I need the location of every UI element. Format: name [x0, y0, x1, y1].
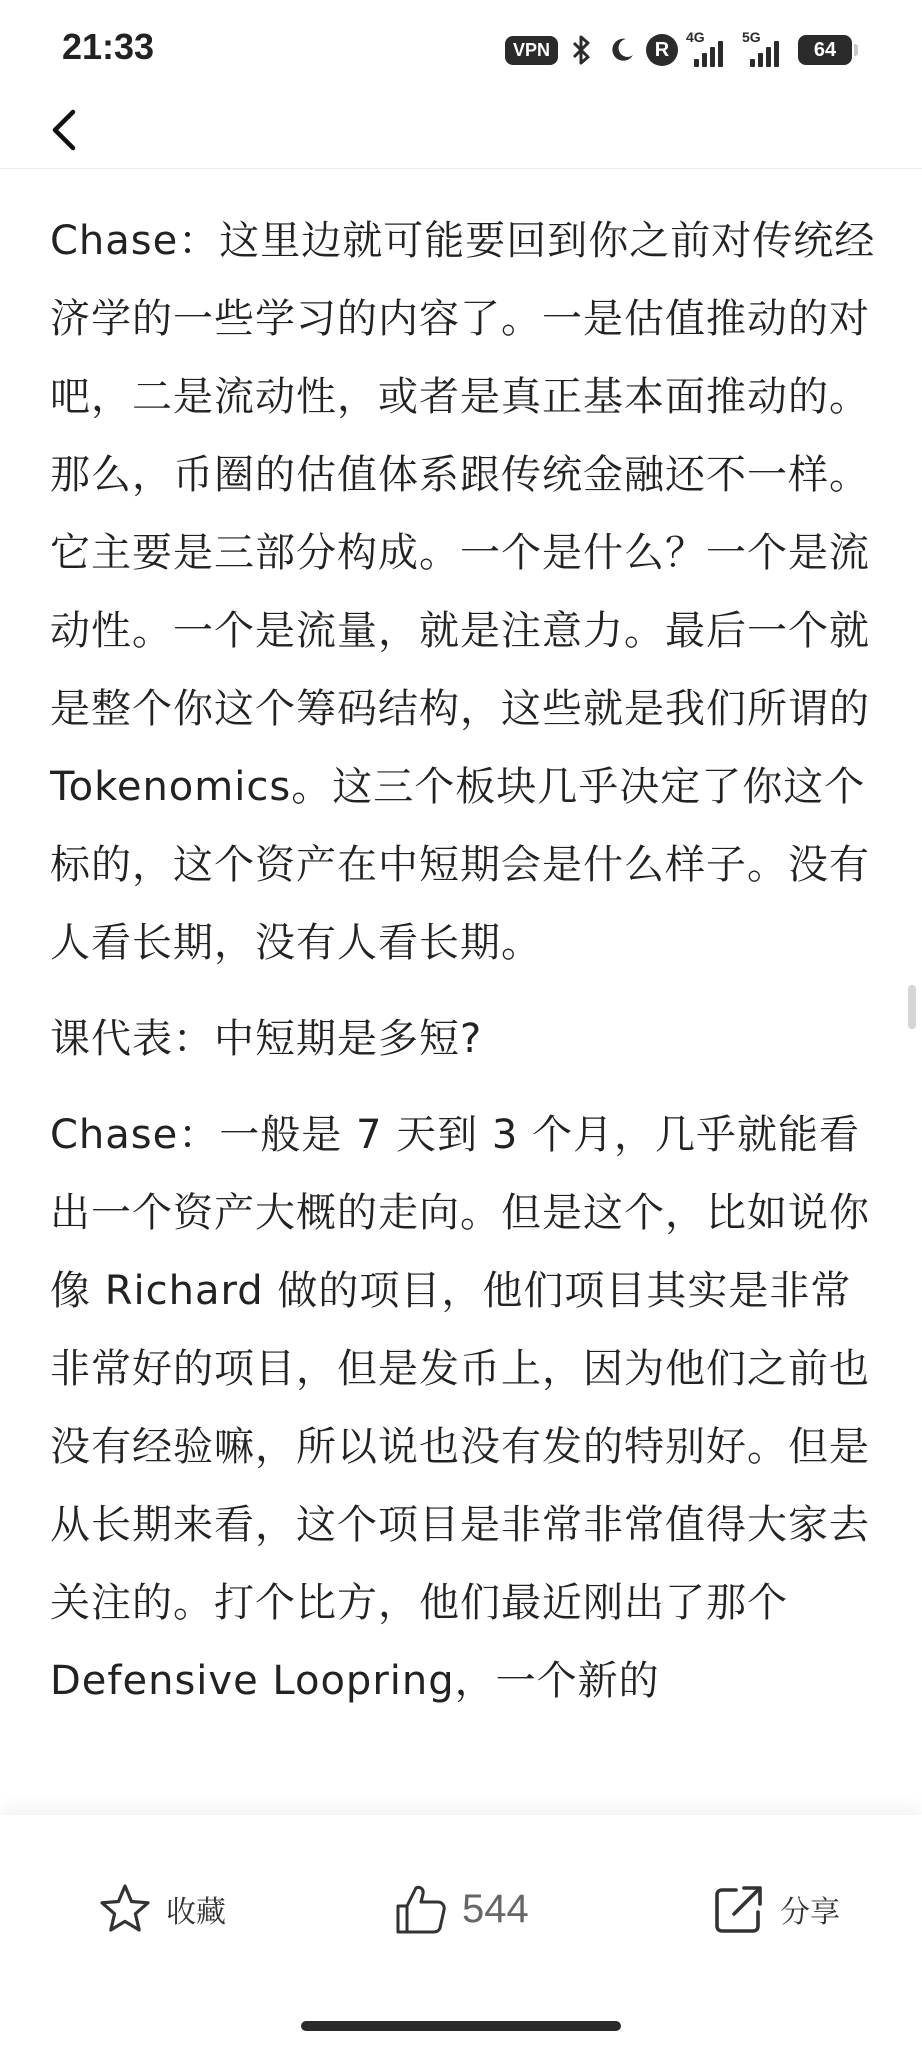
favorite-label: 收藏 [166, 1895, 226, 1930]
net-5g-label: 5G [742, 29, 761, 45]
chevron-left-icon [49, 108, 79, 152]
favorite-button[interactable] [98, 1879, 226, 1939]
article-body [50, 202, 880, 1802]
star-icon [98, 1883, 152, 1935]
status-icons [505, 30, 852, 70]
scroll-indicator[interactable] [908, 985, 916, 1029]
back-button[interactable] [34, 100, 94, 160]
moon-icon [606, 34, 638, 66]
signal-4g-icon [686, 29, 734, 67]
status-bar [0, 0, 922, 100]
share-button[interactable] [712, 1879, 840, 1939]
net-4g-label: 4G [686, 29, 705, 45]
bottom-action-bar [0, 1815, 922, 2048]
bluetooth-icon [566, 34, 598, 66]
battery-icon: 64 [798, 35, 852, 65]
article-paragraph: Chase：一般是 7 天到 3 个月，几乎就能看出一个资产大概的走向。但是这个，比如说你像 Richard 做的项目，他们项目其实是非常非常好的项目，但是发币上，因为他们之前也没有经验嘛，所以说也没有发的特别好。但是从长期来看，这个项目是非常非常值得大家去关注的。打个比方，他们最近刚出了那个 Defensive Loopring，一个新的 [50, 1112, 870, 1704]
share-icon [712, 1882, 766, 1936]
signal-5g-icon [742, 29, 790, 67]
home-indicator[interactable] [301, 2021, 621, 2031]
article-paragraph: Chase：这里边就可能要回到你之前对传统经济学的一些学习的内容了。一是估值推动的对吧，二是流动性，或者是真正基本面推动的。那么，币圈的估值体系跟传统金融还不一样。它主要是三部分构成。一个是什么？一个是流动性。一个是流量，就是注意力。最后一个就是整个你这个筹码结构，这些就是我们所谓的 Tokenomics。这三个板块几乎决定了你这个标的，这个资产在中短期会是什么样子。没有人看长期，没有人看长期。 [50, 218, 876, 966]
thumbs-up-icon [394, 1882, 448, 1936]
share-label: 分享 [780, 1895, 840, 1930]
vpn-icon: VPN [505, 36, 558, 65]
like-count: 544 [462, 1886, 529, 1931]
r-badge-icon: R [646, 34, 678, 66]
article-paragraph: 课代表：中短期是多短? [50, 1016, 483, 1062]
nav-bar [0, 100, 922, 169]
status-time: 21:33 [62, 26, 155, 67]
like-button[interactable] [394, 1879, 529, 1939]
